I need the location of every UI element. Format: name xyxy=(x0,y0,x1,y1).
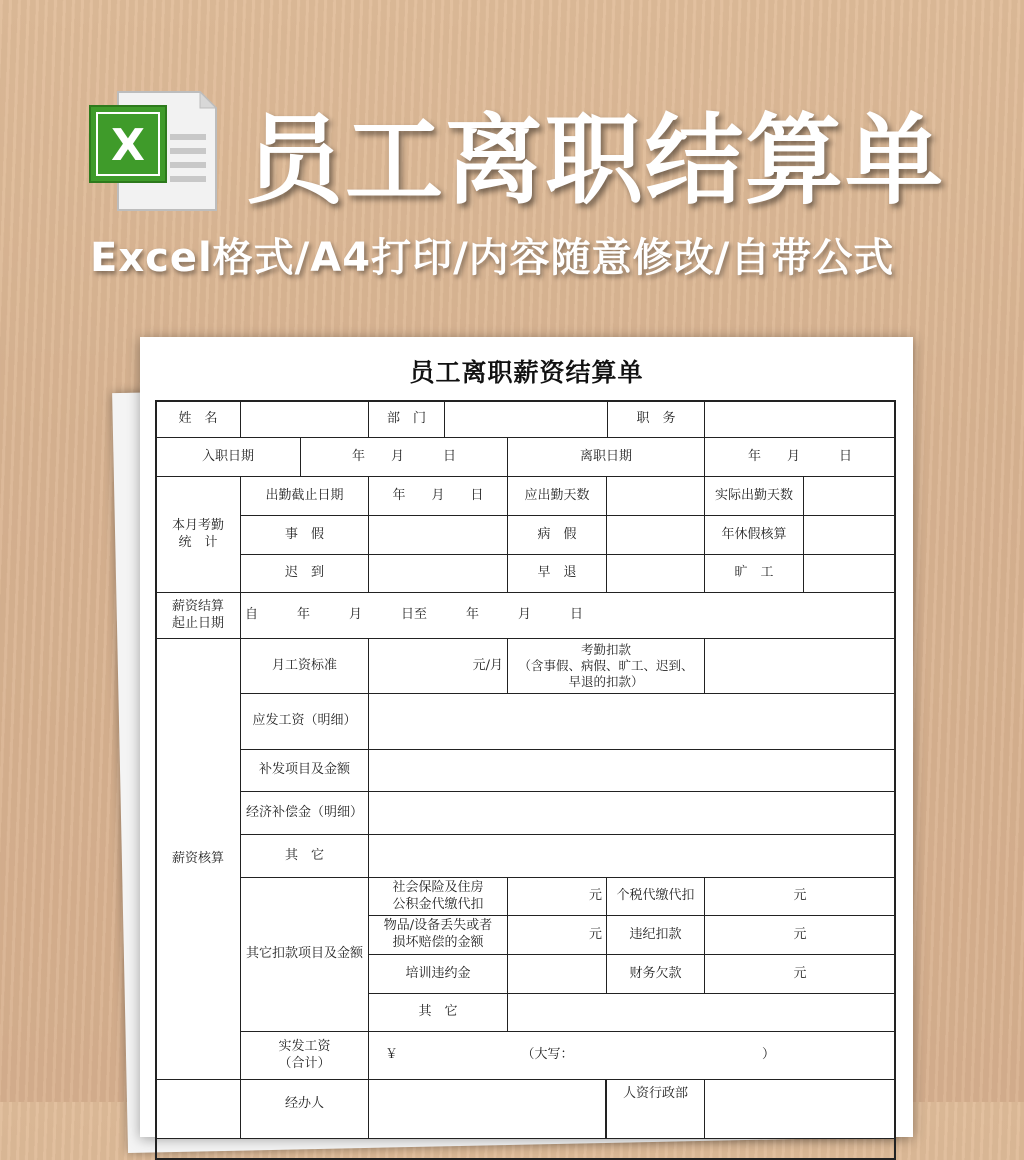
label-required-days: 应出勤天数 xyxy=(507,476,607,516)
label-hr-admin: 人资行政部 xyxy=(606,1079,705,1139)
label-sick-leave: 病 假 xyxy=(507,515,607,555)
leave-date-field[interactable]: 年 月 日 xyxy=(704,437,896,477)
document-sheet xyxy=(140,337,913,1137)
label-late: 迟 到 xyxy=(240,554,369,593)
label-other-1: 其 它 xyxy=(240,834,369,878)
income-tax-field[interactable]: 元 xyxy=(704,877,896,916)
monthly-salary-field[interactable]: 元/月 xyxy=(368,638,508,694)
label-attendance-deduction: 考勤扣款 （含事假、病假、旷工、迟到、 早退的扣款） xyxy=(507,638,705,694)
label-financial-debt: 财务欠款 xyxy=(606,954,705,994)
gross-pay-field[interactable] xyxy=(368,693,896,750)
label-disciplinary-deduction: 违纪扣款 xyxy=(606,915,705,955)
training-penalty-field[interactable] xyxy=(507,954,607,994)
severance-field[interactable] xyxy=(368,791,896,835)
attendance-cutoff-field[interactable]: 年 月 日 xyxy=(368,476,508,516)
label-department: 部 门 xyxy=(368,400,445,438)
label-severance: 经济补偿金（明细） xyxy=(240,791,369,835)
sick-leave-field[interactable] xyxy=(606,515,705,555)
annual-leave-field[interactable] xyxy=(803,515,896,555)
handler-field[interactable] xyxy=(368,1079,606,1139)
hire-date-field[interactable]: 年 月 日 xyxy=(300,437,508,477)
label-social-insurance: 社会保险及住房 公积金代缴代扣 xyxy=(368,877,508,916)
label-early-leave: 早 退 xyxy=(507,554,607,593)
signature-row-label xyxy=(155,1079,241,1139)
label-absent: 旷 工 xyxy=(704,554,804,593)
label-gross-pay: 应发工资（明细） xyxy=(240,693,369,750)
label-other-2: 其 它 xyxy=(368,993,508,1032)
back-pay-field[interactable] xyxy=(368,749,896,792)
document-title: 员工离职薪资结算单 xyxy=(409,358,644,387)
label-name: 姓 名 xyxy=(155,400,241,438)
settlement-period-field[interactable]: 自 年 月 日至 年 月 日 xyxy=(240,592,896,639)
settlement-form xyxy=(155,400,896,1160)
banner-title: 员工离职结算单 xyxy=(245,104,946,218)
department-field[interactable] xyxy=(444,400,608,438)
position-field[interactable] xyxy=(704,400,896,438)
early-leave-field[interactable] xyxy=(606,554,705,593)
label-annual-leave: 年休假核算 xyxy=(704,515,804,555)
required-days-field[interactable] xyxy=(606,476,705,516)
disciplinary-deduction-field[interactable]: 元 xyxy=(704,915,896,955)
label-training-penalty: 培训违约金 xyxy=(368,954,508,994)
label-salary-accounting: 薪资核算 xyxy=(155,638,241,1080)
label-leave-date: 离职日期 xyxy=(507,437,705,477)
attendance-deduction-field[interactable] xyxy=(704,638,896,694)
label-other-deductions: 其它扣款项目及金额 xyxy=(240,877,369,1032)
label-position: 职 务 xyxy=(607,400,705,438)
label-settlement-period: 薪资结算 起止日期 xyxy=(155,592,241,639)
label-handler: 经办人 xyxy=(240,1079,369,1139)
hr-admin-field[interactable] xyxy=(704,1079,896,1139)
financial-debt-field[interactable]: 元 xyxy=(704,954,896,994)
personal-leave-field[interactable] xyxy=(368,515,508,555)
label-back-pay: 补发项目及金额 xyxy=(240,749,369,792)
label-attendance-cutoff: 出勤截止日期 xyxy=(240,476,369,516)
label-equipment-loss: 物品/设备丢失或者 损坏赔偿的金额 xyxy=(368,915,508,955)
svg-text:X: X xyxy=(111,120,145,171)
name-field[interactable] xyxy=(240,400,369,438)
label-hire-date: 入职日期 xyxy=(155,437,301,477)
excel-file-icon xyxy=(88,88,222,214)
late-field[interactable] xyxy=(368,554,508,593)
net-pay-field[interactable]: ￥ （大写： ） xyxy=(368,1031,896,1080)
actual-days-field[interactable] xyxy=(803,476,896,516)
other-1-field[interactable] xyxy=(368,834,896,878)
label-personal-leave: 事 假 xyxy=(240,515,369,555)
banner-subtitle: Excel格式/A4打印/内容随意修改/自带公式 xyxy=(90,235,895,281)
label-net-pay: 实发工资 （合计） xyxy=(240,1031,369,1080)
label-actual-days: 实际出勤天数 xyxy=(704,476,804,516)
label-attendance: 本月考勤 统 计 xyxy=(155,476,241,593)
social-insurance-field[interactable]: 元 xyxy=(507,877,607,916)
equipment-loss-field[interactable]: 元 xyxy=(507,915,607,955)
label-income-tax: 个税代缴代扣 xyxy=(606,877,705,916)
absent-field[interactable] xyxy=(803,554,896,593)
label-monthly-salary: 月工资标准 xyxy=(240,638,369,694)
other-2-field[interactable] xyxy=(507,993,896,1032)
